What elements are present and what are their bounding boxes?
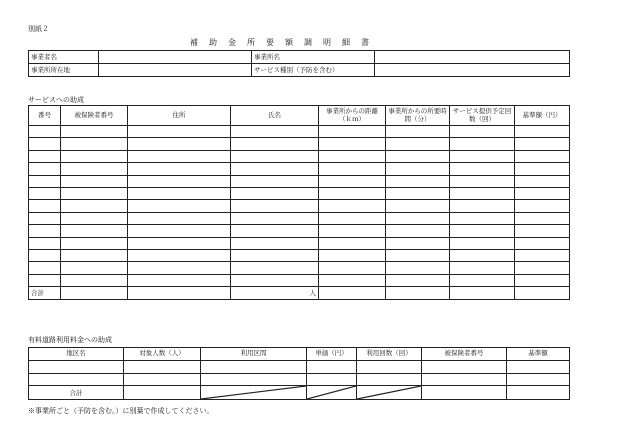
toll-cell[interactable] <box>307 361 357 374</box>
service-cell[interactable] <box>515 212 570 224</box>
service-total-unit: 人 <box>231 287 319 300</box>
info-table <box>28 50 570 77</box>
service-cell[interactable] <box>450 274 515 286</box>
service-cell[interactable] <box>61 274 128 286</box>
service-cell[interactable] <box>29 274 61 286</box>
service-cell[interactable] <box>319 175 386 187</box>
toll-cell[interactable] <box>201 373 307 386</box>
service-row <box>29 225 570 237</box>
diagonal-strike <box>307 386 356 399</box>
service-total-cell[interactable] <box>386 287 450 300</box>
service-cell[interactable] <box>128 187 231 199</box>
service-cell[interactable] <box>128 200 231 212</box>
service-cell[interactable] <box>61 138 128 150</box>
service-cell[interactable] <box>386 150 450 162</box>
toll-cell[interactable] <box>422 361 507 374</box>
service-cell[interactable] <box>386 237 450 249</box>
service-type-label: サービス種別（予防を含む） <box>252 64 375 77</box>
service-total-cell[interactable] <box>319 287 386 300</box>
service-cell[interactable] <box>386 175 450 187</box>
service-total-label: 合計 <box>29 287 61 300</box>
service-cell[interactable] <box>231 138 319 150</box>
document-title: 補助金所要額調明細書 <box>190 38 380 47</box>
service-row <box>29 262 570 274</box>
toll-cell[interactable] <box>29 361 124 374</box>
service-cell[interactable] <box>515 138 570 150</box>
service-cell[interactable] <box>231 249 319 261</box>
col-name: 氏名 <box>231 106 319 126</box>
toll-subsidy-table <box>28 347 570 400</box>
service-cell[interactable] <box>128 249 231 261</box>
operator-field[interactable] <box>99 51 252 64</box>
toll-total-label: 合計 <box>29 386 124 400</box>
footnote: ※事業所ごと（予防を含む。）に別葉で作成してください。 <box>28 407 214 415</box>
service-cell[interactable] <box>29 212 61 224</box>
col-planned-visits: サービス提供予定回数（回） <box>450 106 515 126</box>
service-cell[interactable] <box>450 150 515 162</box>
service-total-cell[interactable] <box>515 287 570 300</box>
service-cell[interactable] <box>231 237 319 249</box>
service-row <box>29 212 570 224</box>
service-cell[interactable] <box>515 163 570 175</box>
service-cell[interactable] <box>450 200 515 212</box>
service-cell[interactable] <box>515 274 570 286</box>
col-number: 番号 <box>29 106 61 126</box>
attachment-label: 別紙２ <box>28 25 49 33</box>
service-cell[interactable] <box>386 126 450 138</box>
service-cell[interactable] <box>319 126 386 138</box>
service-cell[interactable] <box>128 225 231 237</box>
toll-cell[interactable] <box>357 361 422 374</box>
service-cell[interactable] <box>231 175 319 187</box>
office-name-label: 事業所名 <box>252 51 375 64</box>
service-cell[interactable] <box>319 200 386 212</box>
toll-col-uses: 利用回数（回） <box>357 348 422 361</box>
service-cell[interactable] <box>61 175 128 187</box>
service-cell[interactable] <box>319 150 386 162</box>
service-cell[interactable] <box>450 212 515 224</box>
toll-cell[interactable] <box>307 373 357 386</box>
service-cell[interactable] <box>515 175 570 187</box>
service-cell[interactable] <box>128 237 231 249</box>
service-row <box>29 138 570 150</box>
service-cell[interactable] <box>450 138 515 150</box>
service-row <box>29 163 570 175</box>
col-insured-number: 被保険者番号 <box>61 106 128 126</box>
col-address: 住所 <box>128 106 231 126</box>
service-cell[interactable] <box>29 175 61 187</box>
toll-total-insured[interactable] <box>422 386 507 400</box>
service-total-cell <box>128 287 231 300</box>
service-section-heading: サービスへの助成 <box>28 96 84 104</box>
service-total-cell[interactable] <box>450 287 515 300</box>
service-cell[interactable] <box>515 249 570 261</box>
office-name-field[interactable] <box>375 51 570 64</box>
service-cell[interactable] <box>386 138 450 150</box>
col-travel-time: 事業所からの所要時間（分） <box>386 106 450 126</box>
service-cell[interactable] <box>386 225 450 237</box>
service-cell[interactable] <box>128 138 231 150</box>
toll-total-amount[interactable] <box>507 386 570 400</box>
service-cell[interactable] <box>450 237 515 249</box>
diagonal-strike <box>201 386 306 399</box>
service-cell[interactable] <box>450 249 515 261</box>
toll-cell[interactable] <box>507 373 570 386</box>
service-cell[interactable] <box>128 274 231 286</box>
toll-col-standard-amount: 基準額 <box>507 348 570 361</box>
toll-total-section-struck <box>201 386 307 400</box>
service-cell[interactable] <box>386 249 450 261</box>
service-cell[interactable] <box>450 187 515 199</box>
service-row <box>29 150 570 162</box>
service-cell[interactable] <box>319 163 386 175</box>
toll-cell[interactable] <box>422 373 507 386</box>
col-standard-amount: 基準額（円） <box>515 106 570 126</box>
service-cell[interactable] <box>61 126 128 138</box>
service-cell[interactable] <box>386 262 450 274</box>
service-cell[interactable] <box>450 262 515 274</box>
service-cell[interactable] <box>515 150 570 162</box>
service-cell[interactable] <box>29 163 61 175</box>
service-cell[interactable] <box>231 126 319 138</box>
service-cell[interactable] <box>231 225 319 237</box>
service-cell[interactable] <box>515 200 570 212</box>
service-row <box>29 200 570 212</box>
toll-cell[interactable] <box>124 361 201 374</box>
toll-col-area: 地区名 <box>29 348 124 361</box>
operator-label: 事業者名 <box>29 51 99 64</box>
service-cell[interactable] <box>231 212 319 224</box>
service-cell[interactable] <box>515 187 570 199</box>
service-cell[interactable] <box>29 150 61 162</box>
service-cell[interactable] <box>61 163 128 175</box>
service-row <box>29 237 570 249</box>
service-cell[interactable] <box>128 163 231 175</box>
service-cell[interactable] <box>231 200 319 212</box>
office-address-label: 事業所所在地 <box>29 64 99 77</box>
service-cell[interactable] <box>231 163 319 175</box>
service-cell[interactable] <box>29 249 61 261</box>
service-row <box>29 126 570 138</box>
service-cell[interactable] <box>319 262 386 274</box>
service-total-cell <box>61 287 128 300</box>
col-distance: 事業所からの距離（ｋｍ） <box>319 106 386 126</box>
toll-col-insured-number: 被保険者番号 <box>422 348 507 361</box>
toll-total-uses-struck <box>357 386 422 400</box>
toll-row <box>29 361 570 374</box>
service-cell[interactable] <box>29 126 61 138</box>
toll-cell[interactable] <box>124 373 201 386</box>
service-cell[interactable] <box>61 200 128 212</box>
service-cell[interactable] <box>386 212 450 224</box>
toll-total-unit-price-struck <box>307 386 357 400</box>
service-cell[interactable] <box>515 262 570 274</box>
toll-cell[interactable] <box>201 361 307 374</box>
service-cell[interactable] <box>128 212 231 224</box>
service-cell[interactable] <box>319 225 386 237</box>
service-cell[interactable] <box>386 163 450 175</box>
service-cell[interactable] <box>319 138 386 150</box>
toll-col-people: 対象人数（人） <box>124 348 201 361</box>
service-cell[interactable] <box>29 200 61 212</box>
toll-section-heading: 有料道路利用料金への助成 <box>28 336 112 344</box>
service-cell[interactable] <box>61 212 128 224</box>
service-row <box>29 175 570 187</box>
service-cell[interactable] <box>61 187 128 199</box>
service-row <box>29 249 570 261</box>
service-cell[interactable] <box>386 200 450 212</box>
toll-cell[interactable] <box>357 373 422 386</box>
service-cell[interactable] <box>128 262 231 274</box>
service-row <box>29 187 570 199</box>
service-cell[interactable] <box>29 262 61 274</box>
service-cell[interactable] <box>515 126 570 138</box>
service-cell[interactable] <box>450 163 515 175</box>
service-cell[interactable] <box>61 150 128 162</box>
toll-cell[interactable] <box>29 373 124 386</box>
service-cell[interactable] <box>61 262 128 274</box>
service-cell[interactable] <box>61 249 128 261</box>
service-cell[interactable] <box>61 237 128 249</box>
service-row <box>29 274 570 286</box>
service-cell[interactable] <box>450 225 515 237</box>
service-cell[interactable] <box>128 150 231 162</box>
service-cell[interactable] <box>319 249 386 261</box>
toll-row <box>29 373 570 386</box>
service-cell[interactable] <box>128 126 231 138</box>
service-cell[interactable] <box>128 175 231 187</box>
toll-col-section: 利用区間 <box>201 348 307 361</box>
service-cell[interactable] <box>29 187 61 199</box>
service-type-field[interactable] <box>375 64 570 77</box>
service-cell[interactable] <box>319 237 386 249</box>
service-cell[interactable] <box>515 237 570 249</box>
service-cell[interactable] <box>386 274 450 286</box>
service-cell[interactable] <box>29 225 61 237</box>
service-cell[interactable] <box>231 187 319 199</box>
toll-cell[interactable] <box>507 361 570 374</box>
service-cell[interactable] <box>231 150 319 162</box>
toll-total-people[interactable] <box>124 386 201 400</box>
service-cell[interactable] <box>29 237 61 249</box>
service-cell[interactable] <box>450 126 515 138</box>
service-cell[interactable] <box>319 212 386 224</box>
diagonal-strike <box>357 386 421 399</box>
service-cell[interactable] <box>61 225 128 237</box>
service-cell[interactable] <box>29 138 61 150</box>
service-cell[interactable] <box>319 274 386 286</box>
service-cell[interactable] <box>450 175 515 187</box>
service-cell[interactable] <box>515 225 570 237</box>
service-cell[interactable] <box>386 187 450 199</box>
service-cell[interactable] <box>231 274 319 286</box>
toll-col-unit-price: 単価（円） <box>307 348 357 361</box>
service-cell[interactable] <box>319 187 386 199</box>
service-cell[interactable] <box>231 262 319 274</box>
service-subsidy-table <box>28 105 570 300</box>
office-address-field[interactable] <box>99 64 252 77</box>
